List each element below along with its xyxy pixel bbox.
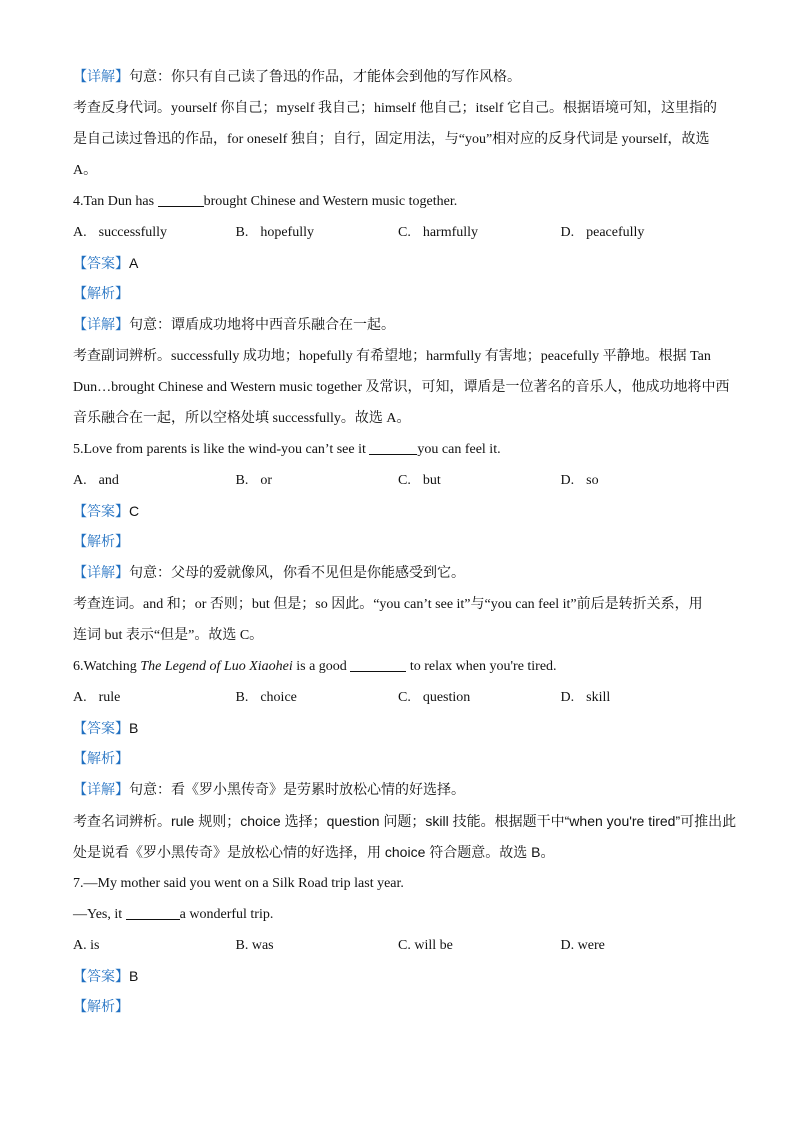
q7-options [73,930,723,961]
q3-detail [73,62,723,93]
q5-analysis-line: 连词 but 表示“但是”。故选 C。 [73,628,264,643]
detail-text: 句意：谭盾成功地将中西音乐融合在一起。 [129,318,395,333]
stem-text: to relax when you're tired. [406,659,557,674]
option-b: B. or [235,473,273,488]
q4-answer [73,248,723,279]
q3-analysis-line: A。 [73,163,98,178]
q6-analysis-line: 处是说看《罗小黑传奇》是放松心情的好选择，用 choice 符合题意。故选 B。 [73,844,555,860]
answer-blank [350,657,406,672]
q6-options [73,682,723,713]
option-c: C. harmfully [398,225,479,240]
q6-jiexi [73,744,723,775]
q7-stem-line2 [73,899,723,930]
q7-stem-line1: 7.—My mother said you went on a Silk Road trip last year. [73,876,404,891]
option-c: C. question [398,690,471,705]
q3-analysis-line: 是自己读过鲁迅的作品，for oneself 独自；自行，固定用法，与“you”相对应的反身代词是 yourself，故选 [73,132,710,147]
q6-detail [73,775,723,806]
q5-stem [73,434,723,465]
option-a: A. rule [73,690,121,705]
answer-blank [158,192,204,207]
q4-stem [73,186,723,217]
q6-answer [73,713,723,744]
answer-tag: 【答案】 [73,503,129,519]
option-d: D. peacefully [560,225,645,240]
q4-analysis-line: Dun…brought Chinese and Western music together 及常识，可知，谭盾是一位著名的音乐人，他成功地将中西 [73,380,730,395]
option-b: B. hopefully [235,225,314,240]
stem-text: is a good [292,659,351,674]
q4-analysis-line: 音乐融合在一起，所以空格处填 successfully。故选 A。 [73,411,411,426]
q5-analysis-line: 考查连词。and 和；or 否则；but 但是；so 因此。“you can’t see it”与“you can feel it”前后是转折关系，用 [73,597,703,612]
option-b: B. choice [235,690,297,705]
detail-text: 句意：你只有自己读了鲁迅的作品，才能体会到他的写作风格。 [129,70,521,85]
detail-text: 句意：父母的爱就像风，你看不见但是你能感受到它。 [129,566,465,581]
answer-tag: 【答案】 [73,720,129,736]
q5-jiexi [73,527,723,558]
option-d: D. so [560,473,599,488]
stem-text: a wonderful trip. [179,907,274,922]
document-page [73,62,737,1023]
option-b: B. was [235,938,274,953]
option-d: D. were [560,938,605,953]
answer-value: B [129,720,139,736]
detail-tag: 【详解】 [73,70,129,85]
q4-options [73,217,723,248]
jiexi-tag: 【解析】 [73,1000,129,1015]
answer-value: A [129,255,139,271]
option-a: A. successfully [73,225,168,240]
stem-text: you can feel it. [417,442,501,457]
option-c: C. but [398,473,441,488]
stem-text: brought Chinese and Western music together. [203,194,458,209]
q5-answer [73,496,723,527]
book-title: The Legend of Luo Xiaohei [140,659,293,674]
detail-tag: 【详解】 [73,783,129,798]
answer-blank [126,905,180,920]
jiexi-tag: 【解析】 [73,535,129,550]
option-c: C. will be [398,938,453,953]
q4-detail [73,310,723,341]
answer-value: C [129,503,140,519]
q3-analysis-line: 考查反身代词。yourself 你自己；myself 我自己；himself 他自己；itself 它自己。根据语境可知，这里指的 [73,101,717,116]
answer-value: B [129,968,139,984]
stem-text: 4.Tan Dun has [73,194,158,209]
jiexi-tag: 【解析】 [73,287,129,302]
option-a: A. and [73,473,119,488]
detail-tag: 【详解】 [73,318,129,333]
q7-answer [73,961,723,992]
q6-analysis-line: 考查名词辨析。rule 规则；choice 选择；question 问题；skill 技能。根据题干中“when you're tired”可推出此 [73,813,737,829]
q5-options [73,465,723,496]
jiexi-tag: 【解析】 [73,752,129,767]
answer-tag: 【答案】 [73,968,129,984]
q7-jiexi [73,992,723,1023]
answer-blank [369,440,417,455]
detail-text: 句意：看《罗小黑传奇》是劳累时放松心情的好选择。 [129,783,465,798]
q4-analysis-line: 考查副词辨析。successfully 成功地；hopefully 有希望地；harmfully 有害地；peacefully 平静地。根据 Tan [73,349,711,364]
detail-tag: 【详解】 [73,566,129,581]
q5-detail [73,558,723,589]
option-d: D. skill [560,690,611,705]
stem-text: 5.Love from parents is like the wind-you can’t see it [73,442,370,457]
q6-stem [73,651,723,682]
q4-jiexi [73,279,723,310]
stem-text: —Yes, it [73,907,126,922]
option-a: A. is [73,938,100,953]
stem-text: 6.Watching [73,659,141,674]
answer-tag: 【答案】 [73,255,129,271]
